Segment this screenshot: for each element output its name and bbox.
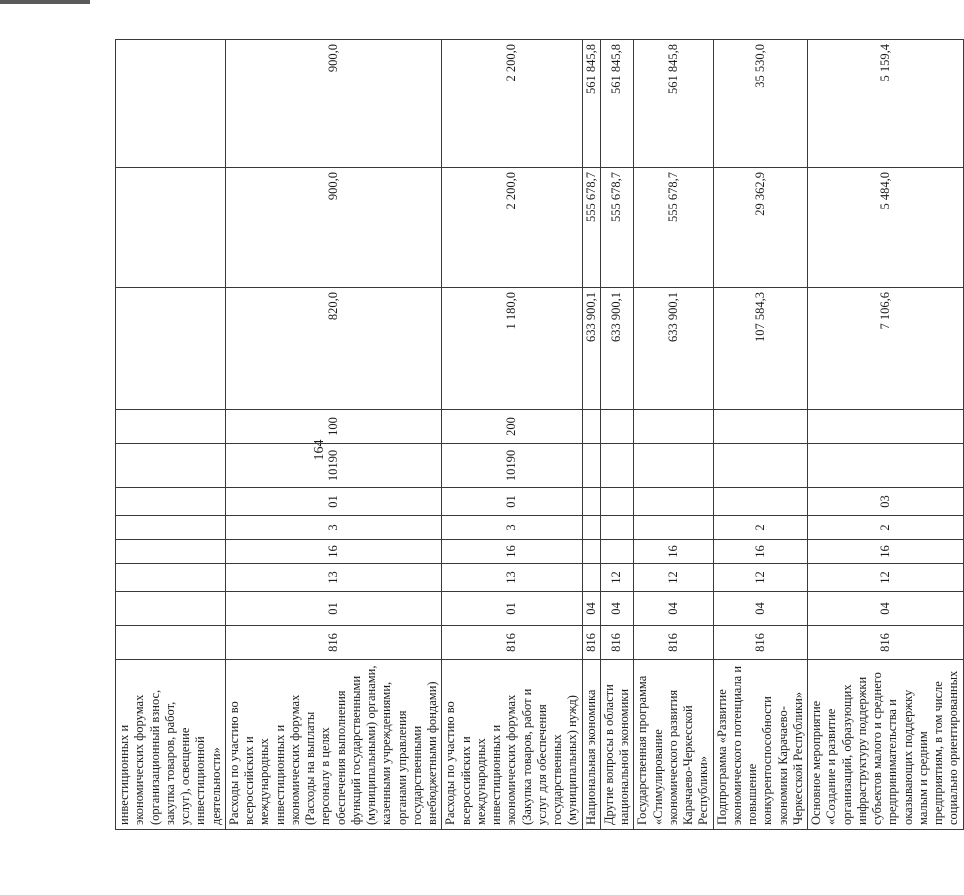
direction-code-cell: [808, 444, 964, 488]
direction-code-cell: 10190: [225, 444, 442, 488]
ministry-code-cell: [116, 626, 226, 660]
ministry-code-cell: 816: [442, 626, 582, 660]
section-code-cell: 04: [600, 592, 634, 626]
direction-code-cell: 10190: [442, 444, 582, 488]
amount-year-1-cell: 633 900,1: [600, 288, 634, 410]
activity-code-cell: [634, 488, 713, 516]
amount-year-2-cell: [116, 168, 226, 288]
amount-year-2-cell: 555 678,7: [600, 168, 634, 288]
table-row: [442, 40, 582, 830]
subprogram-code-cell: 3: [442, 516, 582, 540]
ministry-code-cell: 816: [582, 626, 600, 660]
subsection-code-cell: [582, 564, 600, 592]
amount-year-3-cell: 2 200,0: [442, 40, 582, 168]
amount-year-1-cell: [116, 288, 226, 410]
ministry-code-cell: 816: [634, 626, 713, 660]
direction-code-cell: [634, 444, 713, 488]
expense-name-cell: Подпрограмма «Развитие экономического потенциала и повышение конкурентоспособности экономики Карачаево-Черкесской Республики»: [713, 660, 808, 830]
amount-year-2-cell: 2 200,0: [442, 168, 582, 288]
direction-code-cell: [582, 444, 600, 488]
amount-year-2-cell: 29 362,9: [713, 168, 808, 288]
subprogram-code-cell: 3: [225, 516, 442, 540]
subsection-code-cell: 12: [600, 564, 634, 592]
section-code-cell: 04: [808, 592, 964, 626]
amount-year-1-cell: 820,0: [225, 288, 442, 410]
expense-name-cell: Государственная программа «Стимулирование экономического развития Карачаево-Черкесской Республики»: [634, 660, 713, 830]
activity-code-cell: [116, 488, 226, 516]
amount-year-1-cell: 633 900,1: [634, 288, 713, 410]
expense-type-cell: 200: [442, 410, 582, 444]
program-code-cell: [582, 540, 600, 564]
amount-year-1-cell: 7 106,6: [808, 288, 964, 410]
subsection-code-cell: 12: [634, 564, 713, 592]
amount-year-2-cell: 900,0: [225, 168, 442, 288]
amount-year-3-cell: 561 845,8: [600, 40, 634, 168]
section-code-cell: 01: [442, 592, 582, 626]
amount-year-3-cell: 561 845,8: [582, 40, 600, 168]
subsection-code-cell: 12: [808, 564, 964, 592]
expense-name-cell: Основное мероприятие «Создание и развитие организаций, образующих инфраструктуру поддержки субъектов малого и среднего предпринимательства и оказывающих поддержку малым и средним предприятиям, в том числе социально ориентированных: [808, 660, 964, 830]
table-row: [808, 40, 964, 830]
subprogram-code-cell: [634, 516, 713, 540]
ministry-code-cell: 816: [713, 626, 808, 660]
amount-year-3-cell: [116, 40, 226, 168]
section-code-cell: 01: [225, 592, 442, 626]
direction-code-cell: [713, 444, 808, 488]
amount-year-3-cell: 35 530,0: [713, 40, 808, 168]
expense-name-cell: Расходы по участию во всероссийских и международных инвестиционных и экономических форумах (Расходы на выплаты персоналу в целях обеспечения выполнения функций государственными (муниципальными) органами, казенными учреждениями, органами управления государственными внебюджетными фондами): [225, 660, 442, 830]
subprogram-code-cell: [582, 516, 600, 540]
expense-type-cell: [713, 410, 808, 444]
section-code-cell: [116, 592, 226, 626]
budget-table: [115, 39, 964, 830]
subsection-code-cell: 13: [442, 564, 582, 592]
subprogram-code-cell: [116, 516, 226, 540]
direction-code-cell: [116, 444, 226, 488]
table-row: [116, 40, 226, 830]
amount-year-3-cell: 5 159,4: [808, 40, 964, 168]
amount-year-2-cell: 555 678,7: [582, 168, 600, 288]
expense-type-cell: [582, 410, 600, 444]
subsection-code-cell: [116, 564, 226, 592]
ministry-code-cell: 816: [808, 626, 964, 660]
subprogram-code-cell: [600, 516, 634, 540]
program-code-cell: [116, 540, 226, 564]
page-number: 164: [312, 439, 327, 461]
expense-type-cell: 100: [225, 410, 442, 444]
program-code-cell: 16: [634, 540, 713, 564]
table-row: [634, 40, 713, 830]
subprogram-code-cell: 2: [713, 516, 808, 540]
amount-year-1-cell: 1 180,0: [442, 288, 582, 410]
subsection-code-cell: 12: [713, 564, 808, 592]
amount-year-2-cell: 5 484,0: [808, 168, 964, 288]
activity-code-cell: [582, 488, 600, 516]
table-row: [600, 40, 634, 830]
section-code-cell: 04: [582, 592, 600, 626]
table-row: [713, 40, 808, 830]
expense-name-cell: Национальная экономика: [582, 660, 600, 830]
expense-type-cell: [116, 410, 226, 444]
amount-year-1-cell: 633 900,1: [582, 288, 600, 410]
activity-code-cell: [600, 488, 634, 516]
program-code-cell: 16: [442, 540, 582, 564]
program-code-cell: 16: [225, 540, 442, 564]
activity-code-cell: 03: [808, 488, 964, 516]
expense-name-cell: Расходы по участию во всероссийских и международных инвестиционных и экономических форумах (Закупка товаров, работ и услуг для обеспечения государственных (муниципальных) нужд): [442, 660, 582, 830]
program-code-cell: [600, 540, 634, 564]
expense-name-cell: инвестиционных и экономических форумах (организационный взнос, закупка товаров, работ, услуг), освещение инвестиционной деятельности»: [116, 660, 226, 830]
activity-code-cell: 01: [442, 488, 582, 516]
direction-code-cell: [600, 444, 634, 488]
table-row: [225, 40, 442, 830]
amount-year-3-cell: 561 845,8: [634, 40, 713, 168]
program-code-cell: 16: [808, 540, 964, 564]
activity-code-cell: 01: [225, 488, 442, 516]
table-row: [582, 40, 600, 830]
amount-year-2-cell: 555 678,7: [634, 168, 713, 288]
program-code-cell: 16: [713, 540, 808, 564]
ministry-code-cell: 816: [600, 626, 634, 660]
activity-code-cell: [713, 488, 808, 516]
ministry-code-cell: 816: [225, 626, 442, 660]
subprogram-code-cell: 2: [808, 516, 964, 540]
amount-year-1-cell: 107 584,3: [713, 288, 808, 410]
expense-type-cell: [600, 410, 634, 444]
expense-type-cell: [808, 410, 964, 444]
rotated-page-content: [115, 40, 961, 830]
section-code-cell: 04: [713, 592, 808, 626]
subsection-code-cell: 13: [225, 564, 442, 592]
amount-year-3-cell: 900,0: [225, 40, 442, 168]
expense-type-cell: [634, 410, 713, 444]
section-code-cell: 04: [634, 592, 713, 626]
expense-name-cell: Другие вопросы в области национальной экономики: [600, 660, 634, 830]
scan-edge-mark: [0, 0, 90, 4]
